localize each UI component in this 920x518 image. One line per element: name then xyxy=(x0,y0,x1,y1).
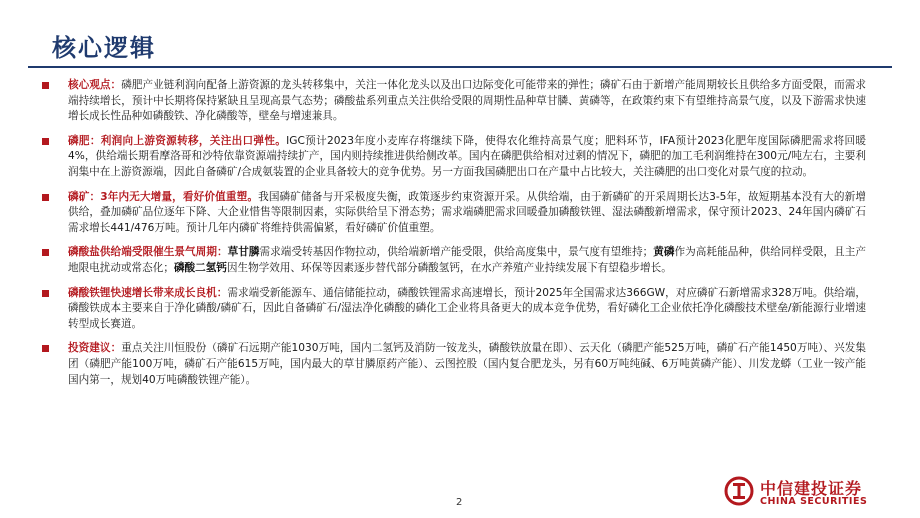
bullet-body: 需求端受转基因作物拉动，供给端新增产能受限，供给高度集中，景气度有望维持； xyxy=(259,246,654,259)
keyword-mcp: 磷酸二氢钙 xyxy=(173,261,227,274)
bullet-body: 需求端受新能源车、通信储能拉动，磷酸铁锂需求高速增长，预计2025年全国需求达366GW，对应磷矿石新增需求328万吨。供给端，磷酸铁成本主要来自于净化磷酸/磷矿石，因此自备磷矿石/湿法净化磷酸的磷化工企业将具备更大的成本竞争优势，看好磷化工企业依托净化磷酸技术壁垒/新能源行业增速转型成长赛道。 xyxy=(68,286,866,330)
square-bullet-icon xyxy=(42,82,49,89)
bullet-lead: 磷矿：3年内无大增量，看好价值重塑。 xyxy=(68,190,259,203)
company-logo xyxy=(724,474,894,510)
bullet-investment xyxy=(40,341,866,388)
bullet-lead: 磷酸铁锂快速增长带来成长良机： xyxy=(68,286,228,299)
logo-text-en: CHINA SECURITIES xyxy=(760,496,868,507)
square-bullet-icon xyxy=(42,290,49,297)
bullet-body: 作为高耗能品种，供给同样受限，且主产地限电扰动或常态化； xyxy=(68,246,866,274)
square-bullet-icon xyxy=(42,345,49,352)
logo-text-cn: 中信建投证券 xyxy=(760,479,863,498)
square-bullet-icon xyxy=(42,194,49,201)
bullet-body: 磷肥产业链利润向配备上游资源的龙头转移集中，关注一体化龙头以及出口边际变化可能带来的弹性；磷矿石由于新增产能周期较长且供给多方面受限，而需求端持续增长，预计中长期将保持紧缺且呈现高景气态势；磷酸盐系列重点关注供给受限的周期性品种草甘膦、黄磷等，在政策约束下有望维持高景气度，以及下游需求快速增长成长性品种如磷酸铁、净化磷酸等，壁垒与增速兼具。 xyxy=(68,79,866,123)
bullet-body: IGC预计2023年度小麦库存将继续下降，使得农化维持高景气度；肥料环节，IFA预计2023化肥年度国际磷肥需求将回暖4%，供给端长期看摩洛哥和沙特依靠资源端持续扩产，国内则持续推进供给侧改革。国内在磷肥供给相对过剩的情况下，磷肥的加工毛利润维持在300元/吨左右，主要利润集中在上游资源端，因此自备磷矿/合成氨装置的企业具备较大的竞争优势。另一方面我国磷肥出口在产量中占比较大，关注磷肥的出口变化对景气度的拉动。 xyxy=(68,134,867,178)
bullet-lead: 磷酸盐供给端受限催生景气周期： xyxy=(68,246,228,259)
title-divider xyxy=(28,66,892,68)
bullet-lead: 磷肥：利润向上游资源转移，关注出口弹性。 xyxy=(68,134,287,147)
bullet-phosphate-salts xyxy=(40,245,866,276)
bullet-lfp xyxy=(40,286,866,333)
page-title: 核心逻辑 xyxy=(52,34,156,62)
bullet-body: 重点关注川恒股份（磷矿石远期产能1030万吨，国内二氢钙及消防一铵龙头，磷酸铁放量在即）、云天化（磷肥产能525万吨，磷矿石产能1450万吨）、兴发集团（磷肥产能100万吨，磷矿石产能615万吨，国内最大的草甘膦原药产能）、云图控股（国内复合肥龙头，另有60万吨纯碱、6万吨黄磷产能）、川发龙蟒（工业一铵产能国内第一，规划40万吨磷酸铁锂产能）。 xyxy=(68,342,866,386)
bullet-phosphate-fertilizer xyxy=(40,134,866,181)
bullet-list xyxy=(40,78,866,397)
bullet-lead: 核心观点： xyxy=(68,79,122,91)
china-securities-logo-icon xyxy=(724,476,754,506)
bullet-lead: 投资建议： xyxy=(68,342,122,355)
bullet-body: 我国磷矿储备与开采极度失衡，政策逐步约束资源开采。从供给端，由于新磷矿的开采周期长达3-5年，故短期基本没有大的新增供给，叠加磷矿品位逐年下降、大企业惜售等限制因素，实际供给呈下滑态势；需求端磷肥需求回暖叠加磷酸铁锂、湿法磷酸新增需求，保守预计2023、24年国内磷矿石需求增长441/476万吨。预计几年内磷矿将维持供需偏紧，看好磷矿价值重塑。 xyxy=(68,190,866,234)
square-bullet-icon xyxy=(42,249,49,256)
bullet-phosphate-rock xyxy=(40,190,866,237)
keyword-yellow-phosphorus: 黄磷 xyxy=(653,246,675,259)
bullet-body: 因生物学效用、环保等因素逐步替代部分磷酸氢钙，在水产养殖产业持续发展下有望稳步增长。 xyxy=(226,261,672,274)
bullet-core-view xyxy=(40,78,866,125)
keyword-glyphosate: 草甘膦 xyxy=(227,246,260,259)
square-bullet-icon xyxy=(42,138,49,145)
page-number: 2 xyxy=(456,497,463,508)
